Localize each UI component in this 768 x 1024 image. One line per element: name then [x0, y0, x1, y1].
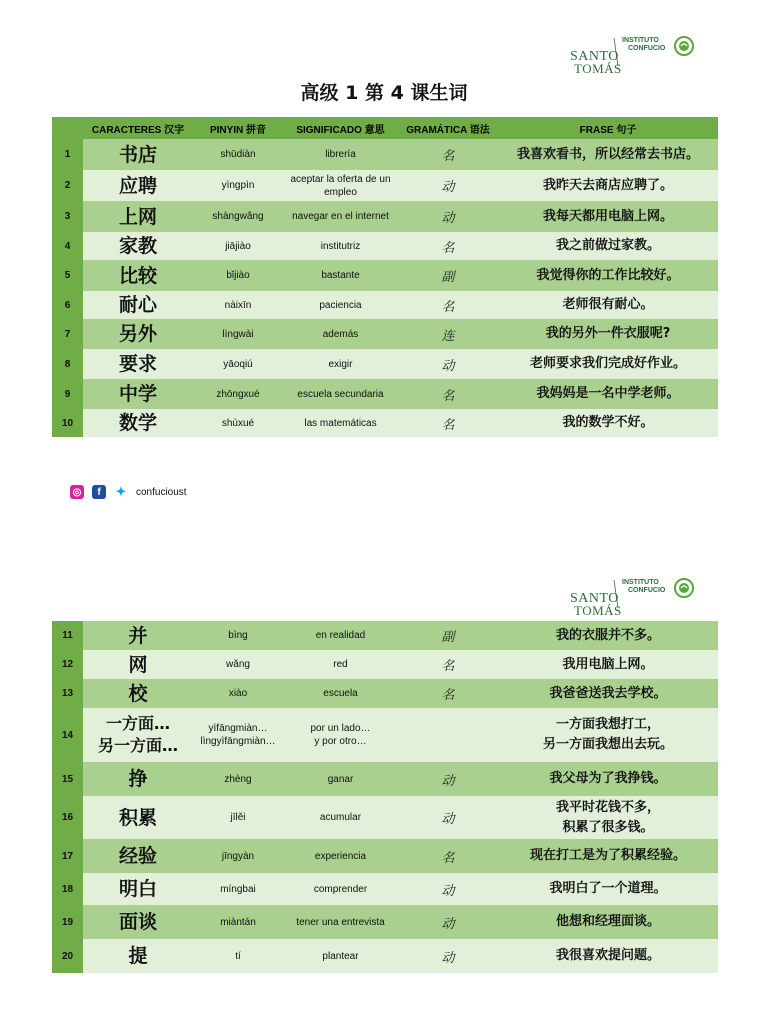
vocab-meaning — [283, 379, 398, 409]
vocab-sentence-text: 他想和经理面谈。 — [555, 914, 660, 929]
row-number — [52, 762, 83, 796]
vocab-sentence-text: 我用电脑上网。 — [562, 656, 654, 672]
vocab-sentence — [498, 873, 718, 905]
row-number-text: 15 — [61, 773, 74, 785]
vocab-meaning — [283, 905, 398, 939]
vocab-grammar — [398, 796, 498, 839]
vocab-grammar-text: 名 — [441, 240, 455, 256]
vocab-characters-text: 家教 — [118, 235, 157, 257]
row-number-text: 14 — [61, 729, 74, 741]
vocab-pinyin-text: miàntán — [220, 916, 256, 928]
row-number-text: 17 — [61, 850, 74, 862]
row-number-text: 1 — [64, 149, 71, 160]
vocab-grammar-text: 动 — [441, 916, 455, 932]
vocab-grammar-text: 名 — [441, 417, 455, 433]
row-number-text: 18 — [61, 883, 74, 895]
vocab-grammar — [398, 379, 498, 409]
vocab-characters-text: 提 — [128, 945, 148, 967]
vocab-grammar-text: 动 — [441, 950, 455, 966]
vocab-sentence-text: 我喜欢看书，所以经常去书店。 — [516, 146, 699, 162]
vocab-pinyin-text: wǎng — [226, 659, 250, 670]
vocab-grammar — [398, 905, 498, 939]
vocab-pinyin — [193, 260, 283, 291]
vocab-characters-text: 网 — [128, 653, 148, 676]
vocab-sentence-text: 我的衣服并不多。 — [555, 627, 660, 643]
table-row — [52, 708, 718, 762]
vocab-sentence-text: 我父母为了我挣钱。 — [549, 771, 667, 786]
row-number-text: 16 — [61, 812, 74, 823]
vocab-meaning — [283, 260, 398, 291]
vocab-grammar — [398, 260, 498, 291]
vocab-characters — [83, 905, 193, 939]
header-number — [52, 117, 83, 139]
vocab-grammar — [398, 349, 498, 379]
vocab-characters-text: 一方面… — [105, 714, 170, 733]
vocab-pinyin-text: yìfāngmiàn… — [208, 723, 268, 734]
vocab-characters-text: 数学 — [118, 412, 157, 434]
vocab-meaning-text: por un lado… — [310, 723, 371, 734]
vocab-pinyin-text: yìngpìn — [221, 180, 255, 191]
row-number — [52, 939, 83, 973]
vocab-characters — [83, 349, 193, 379]
vocab-characters — [83, 139, 193, 170]
vocab-sentence — [498, 409, 718, 437]
vocab-meaning — [283, 349, 398, 379]
vocab-pinyin-text: yāoqiú — [223, 358, 253, 370]
vocab-characters — [83, 409, 193, 437]
confucio-emblem-icon — [674, 578, 694, 598]
row-number-text: 10 — [61, 417, 74, 429]
vocab-grammar-text: 副 — [441, 630, 455, 645]
vocab-grammar — [398, 139, 498, 170]
vocab-characters — [83, 379, 193, 409]
vocab-meaning-text: exigir — [328, 358, 353, 370]
row-number — [52, 873, 83, 905]
row-number — [52, 170, 83, 201]
vocab-meaning-text: escuela — [323, 688, 358, 699]
table-row — [52, 939, 718, 973]
vocab-grammar — [398, 170, 498, 201]
row-number-text: 9 — [64, 388, 71, 400]
vocab-grammar-text: 名 — [441, 149, 455, 164]
vocab-characters-text: 面谈 — [118, 911, 157, 933]
vocab-meaning-text: experiencia — [314, 850, 367, 862]
table-row — [52, 379, 718, 409]
vocab-grammar — [398, 232, 498, 260]
vocab-pinyin — [193, 379, 283, 409]
vocab-pinyin-text: tí — [235, 950, 241, 962]
vocab-pinyin-text: shàngwǎng — [212, 211, 264, 222]
vocab-characters-text: 明白 — [118, 878, 157, 900]
vocab-sentence — [498, 291, 718, 319]
row-number — [52, 679, 83, 708]
table-row — [52, 621, 718, 650]
vocab-sentence — [498, 319, 718, 349]
vocab-meaning — [283, 291, 398, 319]
logo-brand-line2: TOMÁS — [574, 603, 622, 618]
row-number — [52, 260, 83, 291]
vocab-pinyin — [193, 409, 283, 437]
vocab-meaning-text: ganar — [327, 773, 354, 785]
vocab-pinyin — [193, 291, 283, 319]
row-number — [52, 796, 83, 839]
vocab-pinyin-text: nàixīn — [224, 299, 252, 311]
row-number — [52, 409, 83, 437]
row-number — [52, 139, 83, 170]
vocab-characters — [83, 839, 193, 873]
logo-bottom — [570, 578, 700, 622]
header-characters: CARACTERES 汉字 — [83, 117, 193, 139]
row-number-text: 13 — [61, 688, 74, 699]
vocab-meaning — [283, 232, 398, 260]
vocab-grammar — [398, 762, 498, 796]
logo-brand-line1: SANTO — [570, 49, 619, 64]
table-row — [52, 679, 718, 708]
vocab-grammar — [398, 939, 498, 973]
vocab-grammar — [398, 679, 498, 708]
instagram-icon[interactable]: ◎ — [70, 485, 84, 499]
row-number-text: 19 — [61, 916, 74, 928]
vocab-meaning-text: navegar en el internet — [292, 211, 389, 222]
vocab-meaning — [283, 319, 398, 349]
vocab-characters-text: 中学 — [118, 383, 157, 405]
vocab-meaning-text: red — [333, 659, 348, 670]
table-row — [52, 291, 718, 319]
vocab-meaning — [283, 873, 398, 905]
vocab-pinyin — [193, 232, 283, 260]
row-number-text: 8 — [64, 358, 71, 370]
vocab-grammar-text: 动 — [441, 211, 455, 226]
table-row — [52, 762, 718, 796]
vocab-pinyin — [193, 621, 283, 650]
vocab-meaning — [283, 762, 398, 796]
vocab-pinyin-text: zhèng — [224, 773, 252, 785]
table-row — [52, 319, 718, 349]
vocab-sentence-text: 老师很有耐心。 — [562, 297, 654, 312]
vocab-characters — [83, 679, 193, 708]
vocab-sentence-text: 我平时花钱不多， — [555, 799, 660, 815]
logo-partner-line1: INSTITUTO — [622, 37, 659, 44]
vocab-grammar — [398, 409, 498, 437]
vocab-grammar — [398, 621, 498, 650]
vocab-characters-text: 另外 — [118, 323, 157, 345]
vocab-pinyin — [193, 650, 283, 679]
vocab-meaning-text: aceptar la oferta de un empleo — [290, 173, 391, 198]
vocab-sentence — [498, 621, 718, 650]
confucio-emblem-icon — [674, 36, 694, 56]
vocab-characters-text: 耐心 — [118, 294, 157, 316]
vocab-characters — [83, 650, 193, 679]
vocab-pinyin — [193, 349, 283, 379]
vocab-meaning — [283, 650, 398, 679]
row-number-text: 6 — [64, 299, 71, 311]
header-grammar: GRAMÁTICA 语法 — [398, 117, 498, 139]
vocab-characters — [83, 291, 193, 319]
vocab-meaning-text: tener una entrevista — [296, 916, 385, 928]
vocab-sentence-text: 老师要求我们完成好作业。 — [529, 356, 686, 371]
vocab-sentence — [498, 260, 718, 291]
vocab-sentence — [498, 139, 718, 170]
vocab-pinyin-text: jīngyàn — [221, 850, 255, 862]
vocab-grammar-text: 副 — [441, 270, 455, 285]
vocab-grammar — [398, 650, 498, 679]
row-number — [52, 201, 83, 232]
vocab-characters-text: 书店 — [118, 143, 157, 166]
vocab-grammar-text: 名 — [441, 659, 455, 674]
row-number — [52, 650, 83, 679]
vocab-pinyin — [193, 679, 283, 708]
vocab-pinyin-text: bìng — [228, 630, 248, 641]
vocab-meaning-text: plantear — [322, 950, 359, 962]
vocab-sentence — [498, 796, 718, 839]
table-row — [52, 139, 718, 170]
row-number — [52, 232, 83, 260]
vocab-sentence-text: 我妈妈是一名中学老师。 — [536, 386, 680, 401]
row-number-text: 7 — [64, 328, 71, 340]
row-number — [52, 349, 83, 379]
vocab-characters — [83, 201, 193, 232]
page-title: 高级 1 第 4 课生词 — [300, 82, 468, 104]
vocab-meaning — [283, 839, 398, 873]
twitter-icon[interactable]: ✦ — [115, 484, 127, 499]
row-number — [52, 379, 83, 409]
vocab-meaning-text: institutriz — [320, 240, 361, 252]
vocab-pinyin — [193, 201, 283, 232]
vocab-characters — [83, 232, 193, 260]
vocab-pinyin — [193, 319, 283, 349]
vocab-pinyin-text: jīlěi — [230, 812, 246, 823]
vocab-sentence-text: 一方面我想打工， — [555, 717, 660, 732]
facebook-icon[interactable]: f — [92, 485, 106, 499]
vocab-meaning-text: escuela secundaria — [297, 388, 384, 400]
vocab-meaning-text: las matemáticas — [304, 417, 377, 429]
vocab-grammar-text: 名 — [441, 688, 455, 703]
vocab-grammar-text: 连 — [441, 328, 455, 344]
vocab-sentence-text: 我很喜欢提问题。 — [555, 948, 660, 963]
vocab-sentence-text-line2: 积累了很多钱。 — [562, 819, 654, 835]
vocab-grammar — [398, 291, 498, 319]
table-row — [52, 796, 718, 839]
header-meaning: SIGNIFICADO 意思 — [283, 117, 398, 139]
vocab-pinyin-text: bǐjiào — [226, 270, 250, 281]
vocab-grammar-text: 名 — [441, 388, 455, 404]
vocab-sentence-text: 我明白了一个道理。 — [549, 881, 667, 896]
logo-partner-line2: CONFUCIO — [628, 45, 666, 52]
vocab-characters — [83, 796, 193, 839]
vocab-pinyin — [193, 708, 283, 762]
logo-partner-line1: INSTITUTO — [622, 579, 659, 586]
vocab-meaning-text: acumular — [319, 812, 362, 823]
vocab-meaning-text: comprender — [313, 883, 368, 895]
row-number — [52, 708, 83, 762]
header-pinyin: PINYIN 拼音 — [193, 117, 283, 139]
vocab-pinyin-text: zhōngxué — [216, 388, 260, 400]
vocab-meaning-text: bastante — [321, 270, 360, 281]
social-handle[interactable]: confucioust — [136, 486, 187, 498]
vocab-pinyin-text: xiào — [228, 688, 248, 699]
row-number-text: 4 — [64, 240, 71, 252]
vocab-grammar — [398, 708, 498, 762]
vocab-grammar — [398, 201, 498, 232]
row-number-text: 12 — [61, 659, 74, 670]
vocab-characters — [83, 762, 193, 796]
vocab-sentence-text: 我觉得你的工作比较好。 — [536, 267, 680, 283]
vocab-grammar-text: 动 — [441, 812, 455, 827]
table-row — [52, 201, 718, 232]
vocab-sentence-text: 我的另外一件衣服呢? — [545, 326, 671, 341]
vocab-sentence — [498, 939, 718, 973]
row-number-text: 3 — [64, 211, 71, 222]
vocab-sentence-text: 现在打工是为了积累经验。 — [529, 848, 686, 863]
vocab-characters-text: 经验 — [118, 845, 157, 867]
table-row — [52, 232, 718, 260]
row-number — [52, 621, 83, 650]
vocab-characters-text: 校 — [128, 682, 148, 705]
vocab-sentence — [498, 839, 718, 873]
vocab-sentence-text: 我的数学不好。 — [562, 415, 654, 430]
vocab-meaning — [283, 139, 398, 170]
vocab-grammar-text: 动 — [441, 358, 455, 374]
vocab-pinyin — [193, 170, 283, 201]
logo-top — [570, 36, 700, 80]
vocab-characters-text: 应聘 — [118, 174, 157, 197]
vocab-grammar-text: 名 — [441, 850, 455, 866]
row-number — [52, 839, 83, 873]
vocab-pinyin-text: míngbai — [220, 883, 256, 895]
vocab-sentence — [498, 708, 718, 762]
vocab-meaning-text: librería — [325, 149, 356, 160]
table-row — [52, 839, 718, 873]
vocab-characters-text-line2: 另一方面… — [97, 736, 178, 755]
vocab-pinyin — [193, 139, 283, 170]
vocab-grammar — [398, 873, 498, 905]
vocab-characters-text: 积累 — [118, 806, 157, 829]
vocab-sentence — [498, 650, 718, 679]
vocab-grammar-text: 动 — [441, 883, 455, 899]
vocab-characters — [83, 319, 193, 349]
vocab-pinyin — [193, 762, 283, 796]
vocab-pinyin — [193, 796, 283, 839]
vocab-sentence — [498, 762, 718, 796]
vocab-pinyin-text: shūdiàn — [220, 149, 256, 160]
logo-brand-line1: SANTO — [570, 591, 619, 606]
vocab-characters — [83, 170, 193, 201]
vocab-sentence — [498, 349, 718, 379]
vocab-meaning — [283, 939, 398, 973]
row-number-text: 2 — [64, 180, 71, 191]
vocab-characters-text: 上网 — [118, 205, 157, 228]
vocab-grammar-text: 名 — [441, 299, 455, 315]
vocab-characters-text: 要求 — [118, 353, 157, 375]
vocab-grammar — [398, 839, 498, 873]
vocab-grammar-text: 动 — [441, 180, 455, 195]
social-links — [70, 484, 187, 500]
vocab-sentence — [498, 232, 718, 260]
vocab-grammar-text: 动 — [441, 773, 455, 789]
vocab-sentence — [498, 201, 718, 232]
vocab-meaning — [283, 621, 398, 650]
vocab-meaning-text: además — [322, 328, 359, 340]
vocab-sentence-text: 我之前做过家教。 — [555, 238, 660, 253]
vocab-grammar — [398, 319, 498, 349]
row-number — [52, 905, 83, 939]
vocab-sentence-text: 我爸爸送我去学校。 — [549, 685, 667, 701]
vocab-table-1 — [52, 117, 718, 437]
row-number-text: 11 — [62, 630, 73, 641]
vocab-meaning — [283, 679, 398, 708]
vocab-table-2 — [52, 621, 718, 973]
vocab-sentence-text-line2: 另一方面我想出去玩。 — [542, 737, 673, 752]
table-row — [52, 260, 718, 291]
vocab-sentence-text: 我每天都用电脑上网。 — [542, 208, 673, 224]
row-number-text: 20 — [61, 950, 74, 962]
vocab-sentence-text: 我昨天去商店应聘了。 — [542, 177, 673, 193]
logo-brand-line2: TOMÁS — [574, 61, 622, 76]
vocab-characters-text: 并 — [128, 624, 148, 647]
vocab-meaning-text: en realidad — [315, 630, 366, 641]
vocab-meaning — [283, 201, 398, 232]
table-row — [52, 650, 718, 679]
row-number — [52, 291, 83, 319]
vocab-sentence — [498, 679, 718, 708]
vocab-sentence — [498, 905, 718, 939]
vocab-pinyin-text-line2: lìngyìfāngmiàn… — [200, 736, 276, 747]
vocab-characters — [83, 873, 193, 905]
table-row — [52, 349, 718, 379]
row-number-text: 5 — [64, 270, 71, 281]
table-row — [52, 873, 718, 905]
vocab-characters-text: 比较 — [118, 264, 157, 287]
vocab-meaning-text: paciencia — [319, 299, 362, 311]
vocab-meaning — [283, 708, 398, 762]
vocab-meaning — [283, 796, 398, 839]
header-sentence: FRASE 句子 — [498, 117, 718, 139]
vocab-pinyin-text: jiājiào — [225, 240, 251, 252]
logo-partner-line2: CONFUCIO — [628, 587, 666, 594]
vocab-characters — [83, 708, 193, 762]
vocab-characters — [83, 621, 193, 650]
table-row — [52, 170, 718, 201]
vocab-pinyin — [193, 905, 283, 939]
vocab-meaning — [283, 409, 398, 437]
vocab-pinyin — [193, 839, 283, 873]
vocab-pinyin — [193, 939, 283, 973]
vocab-pinyin — [193, 873, 283, 905]
vocab-sentence — [498, 170, 718, 201]
vocab-characters — [83, 939, 193, 973]
vocab-characters — [83, 260, 193, 291]
vocab-pinyin-text: shùxué — [221, 417, 255, 429]
table-row — [52, 905, 718, 939]
table-header-row — [52, 117, 718, 139]
vocab-pinyin-text: lìngwài — [222, 328, 254, 340]
vocab-characters-text: 挣 — [128, 768, 148, 790]
vocab-meaning — [283, 170, 398, 201]
row-number — [52, 319, 83, 349]
vocab-meaning-text-line2: y por otro… — [314, 736, 367, 747]
vocab-sentence — [498, 379, 718, 409]
table-row — [52, 409, 718, 437]
